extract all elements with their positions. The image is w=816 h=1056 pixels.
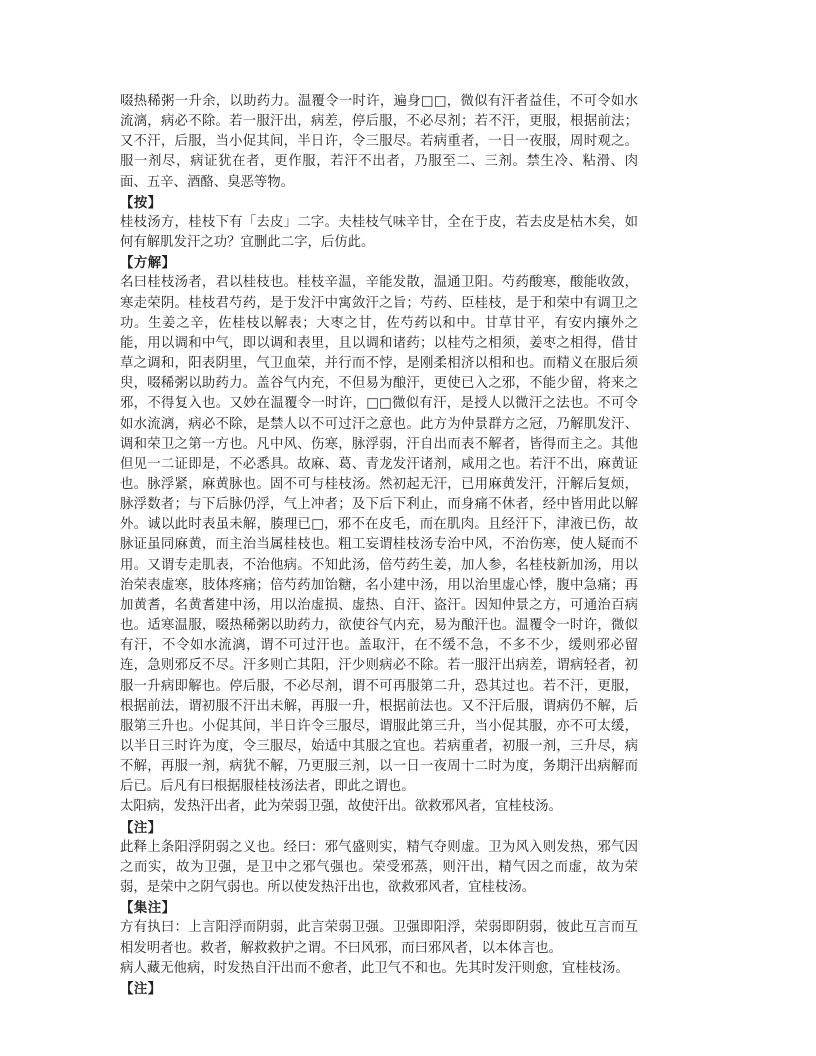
body-paragraph: 啜热稀粥一升余，以助药力。温覆令一时许，遍身□□，微似有汗者益佳，不可令如水流漓，病必不除。若一服汗出，病差，停后服，不必尽剂；若不汗，更服，根据前法；又不汗，后服，当小促其间，半日许，令三服尽。若病重者，一日一夜服，周时观之。服一剂尽，病证犹在者，更作服，若汗不出者，乃服至二、三剂。禁生冷、粘滑、肉面、五辛、酒酪、臭恶等物。 [120, 94, 638, 190]
body-paragraph: 名曰桂枝汤者，君以桂枝也。桂枝辛温，辛能发散，温通卫阳。芍药酸寒，酸能收敛，寒走荣阴。桂枝君芍药，是于发汗中寓敛汗之旨；芍药、臣桂枝，是于和荣中有调卫之功。生姜之辛，佐桂枝以解表；大枣之甘，佐芍药以和中。甘草甘平，有安内攘外之能，用以调和中气，即以调和表里，且以调和诸药；以桂芍之相须，姜枣之相得，借甘草之调和，阳表阴里，气卫血荣，并行而不悖，是刚柔相济以相和也。而精义在服后须臾，啜稀粥以助药力。盖谷气内充，不但易为酿汗，更使已入之邪，不能少留，将来之邪，不得复入也。又妙在温覆令一时许，□□微似有汗，是授人以微汗之法也。不可令如水流漓，病必不除，是禁人以不可过汗之意也。此方为仲景群方之冠，乃解肌发汗、调和荣卫之第一方也。凡中风、伤寒，脉浮弱，汗自出而表不解者，皆得而主之。其他但见一二证即是，不必悉具。故麻、葛、青龙发汗诸剂，咸用之也。若汗不出，麻黄证也。脉浮紧，麻黄脉也。固不可与桂枝汤。然初起无汗，已用麻黄发汗，汗解后复烦，脉浮数者；与下后脉仍浮，气上冲者；及下后下利止，而身痛不休者，经中皆用此以解外。诚以此时表虽未解，腠理已□，邪不在皮毛，而在肌肉。且经汗下，津液已伤，故脉证虽同麻黄，而主治当属桂枝也。粗工妄谓桂枝汤专治中风，不治伤寒，使人疑而不用。又谓专走肌表，不治他病。不知此汤，倍芍药生姜，加人参，名桂枝新加汤，用以治荣表虚寒，肢体疼痛；倍芍药加饴糖，名小建中汤，用以治里虚心悸，腹中急痛；再加黄耆，名黄耆建中汤，用以治虚损、虚热、自汗、盗汗。因知仲景之方，可通治百病也。适寒温服，啜热稀粥以助药力，欲使谷气内充，易为酿汗也。温覆令一时许，微似有汗，不令如水流漓，谓不可过汗也。盖取汗，在不缓不急，不多不少，缓则邪必留连，急则邪反不尽。汗多则亡其阳，汗少则病必不除。若一服汗出病差，谓病轻者，初服一升病即解也。停后服，不必尽剂，谓不可再服第二升，恐其过也。若不汗，更服，根据前法，谓初服不汗出未解，再服一升，根据前法也。又不汗后服，谓病仍不解，后服第三升也。小促其间，半日许令三服尽，谓服此第三升，当小促其服，亦不可太缓，以半日三时许为度，令三服尽，始适中其服之宜也。若病重者，初服一剂，三升尽，病不解，再服一剂，病犹不解，乃更服三剂，以一日一夜周十二时为度，务期汗出病解而后已。后凡有曰根据服桂枝汤法者，即此之谓也。 [120, 275, 638, 795]
section-heading: 【方解】 [120, 255, 176, 272]
body-paragraph: 桂枝汤方，桂枝下有「去皮」二字。夫桂枝气味辛甘，全在于皮，若去皮是枯木矣，如何有解肌发汗之功？宜删此二字，后仿此。 [120, 214, 638, 251]
body-paragraph: 病人藏无他病，时发热自汗出而不愈者，此卫气不和也。先其时发汗则愈，宜桂枝汤。 [120, 960, 629, 976]
section-heading: 【注】 [120, 980, 162, 997]
body-paragraph: 太阳病，发热汗出者，此为荣弱卫强，故使汗出。欲救邪风者，宜桂枝汤。 [120, 799, 562, 815]
section-heading: 【注】 [120, 819, 162, 836]
section-heading: 【集注】 [120, 900, 176, 917]
body-paragraph: 方有执曰：上言阳浮而阴弱，此言荣弱卫强。卫强即阳浮，荣弱即阴弱，彼此互言而互相发明者也。救者，解救救护之谓。不曰风邪，而曰邪风者，以本体言也。 [120, 920, 638, 956]
body-paragraph: 此释上条阳浮阴弱之义也。经曰：邪气盛则实，精气夺则虚。卫为风入则发热，邪气因之而实，故为卫强，是卫中之邪气强也。荣受邪蒸，则汗出，精气因之而虚，故为荣弱，是荣中之阴气弱也。所以使发热汗出也，欲救邪风者，宜桂枝汤。 [120, 839, 638, 896]
section-heading: 【按】 [120, 194, 162, 211]
